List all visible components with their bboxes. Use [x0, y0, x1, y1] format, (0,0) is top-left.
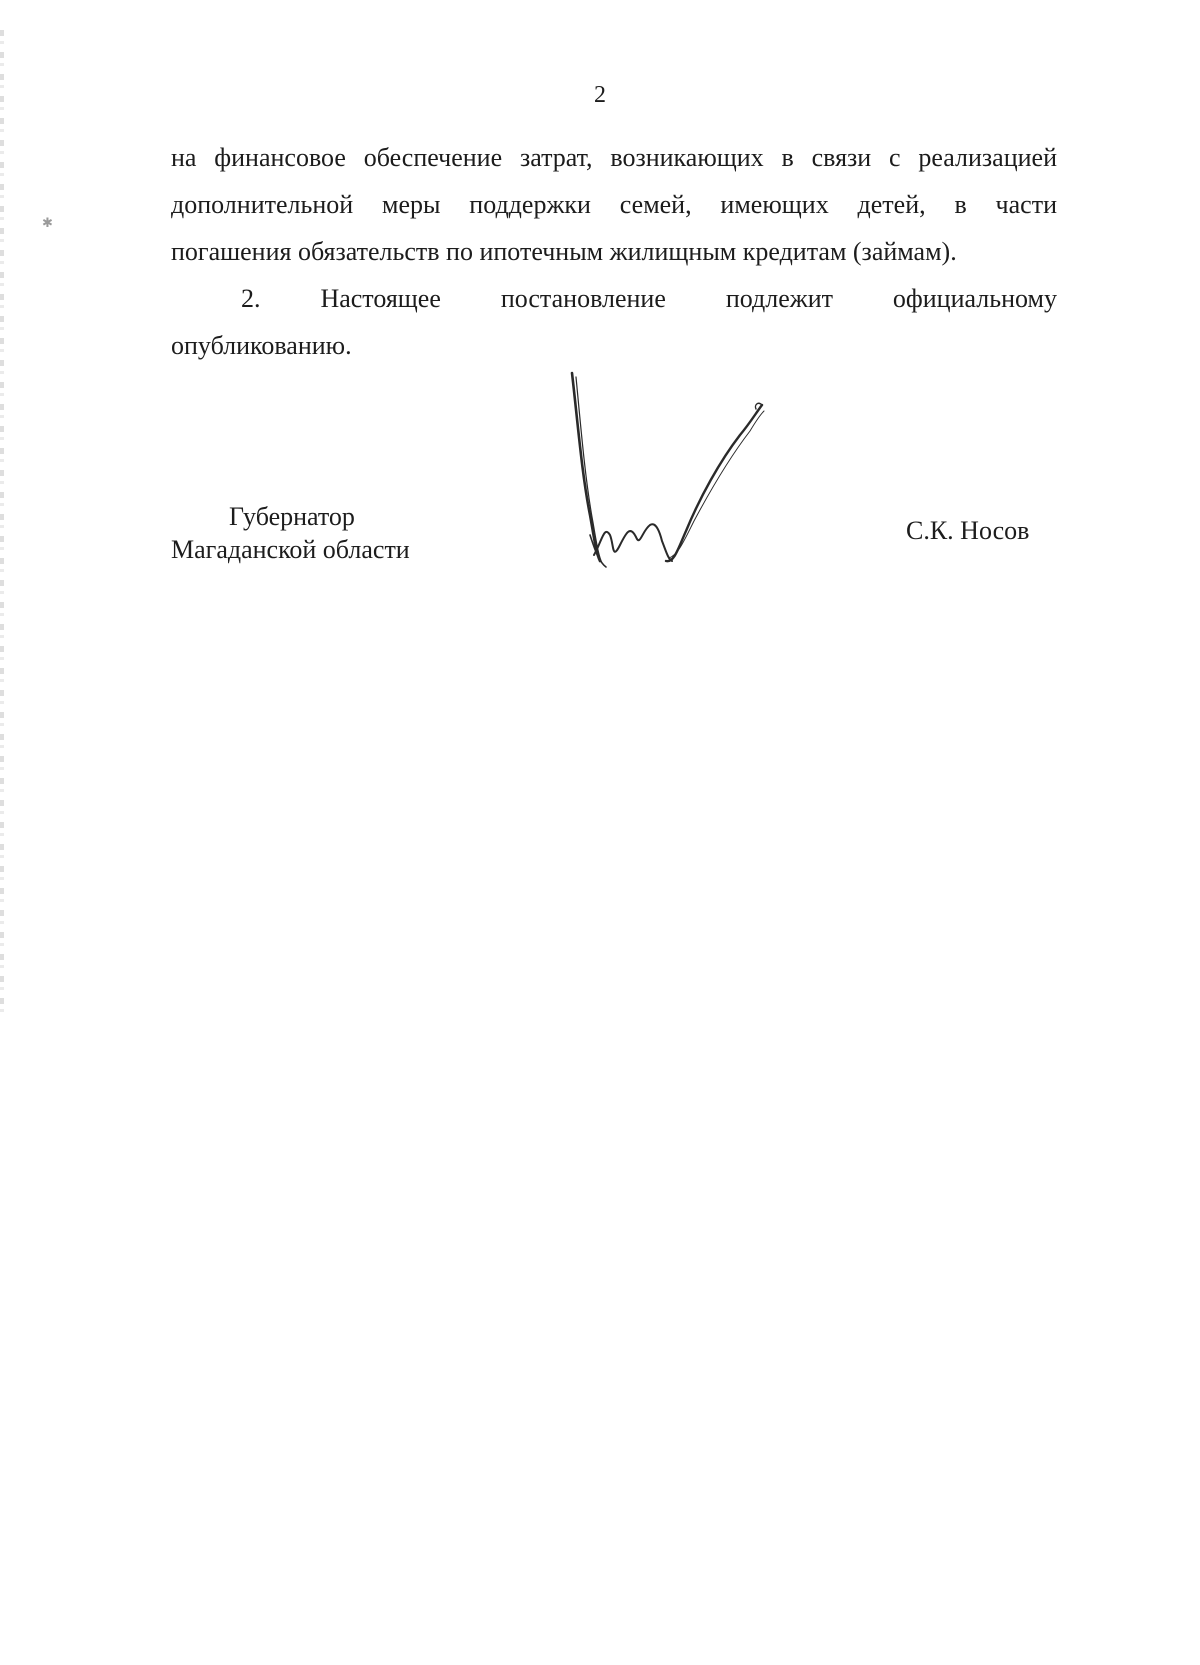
clause-number: 2.: [241, 284, 261, 313]
signer-name: С.К. Носов: [906, 516, 1030, 545]
paragraph-word: Настоящее: [320, 284, 441, 313]
scan-speck-artifact: ✱: [42, 215, 53, 230]
paragraph-financing: [171, 134, 1057, 275]
signatory-position: [171, 500, 410, 566]
paragraph-line: на финансовое обеспечение затрат, возникающих в связи с реализацией: [171, 143, 1057, 172]
paragraph-word: подлежит: [725, 284, 833, 313]
paragraph-line: погашения обязательств по ипотечным жилищным кредитам (займам).: [171, 237, 957, 266]
paragraph-word: постановление: [500, 284, 666, 313]
position-region: Магаданской области: [171, 535, 410, 564]
scan-edge-artifact: [0, 30, 4, 1020]
paragraph-publication: [171, 275, 1057, 369]
paragraph-word: официальному: [892, 284, 1057, 313]
paragraph-line: опубликованию.: [171, 331, 352, 360]
handwritten-signature-icon: [550, 365, 810, 605]
position-title: Губернатор: [229, 502, 355, 531]
paragraph-line: дополнительной меры поддержки семей, имеющих детей, в части: [171, 190, 1057, 219]
page-number: 2: [594, 82, 606, 108]
paragraph-first-line: [171, 275, 1057, 322]
